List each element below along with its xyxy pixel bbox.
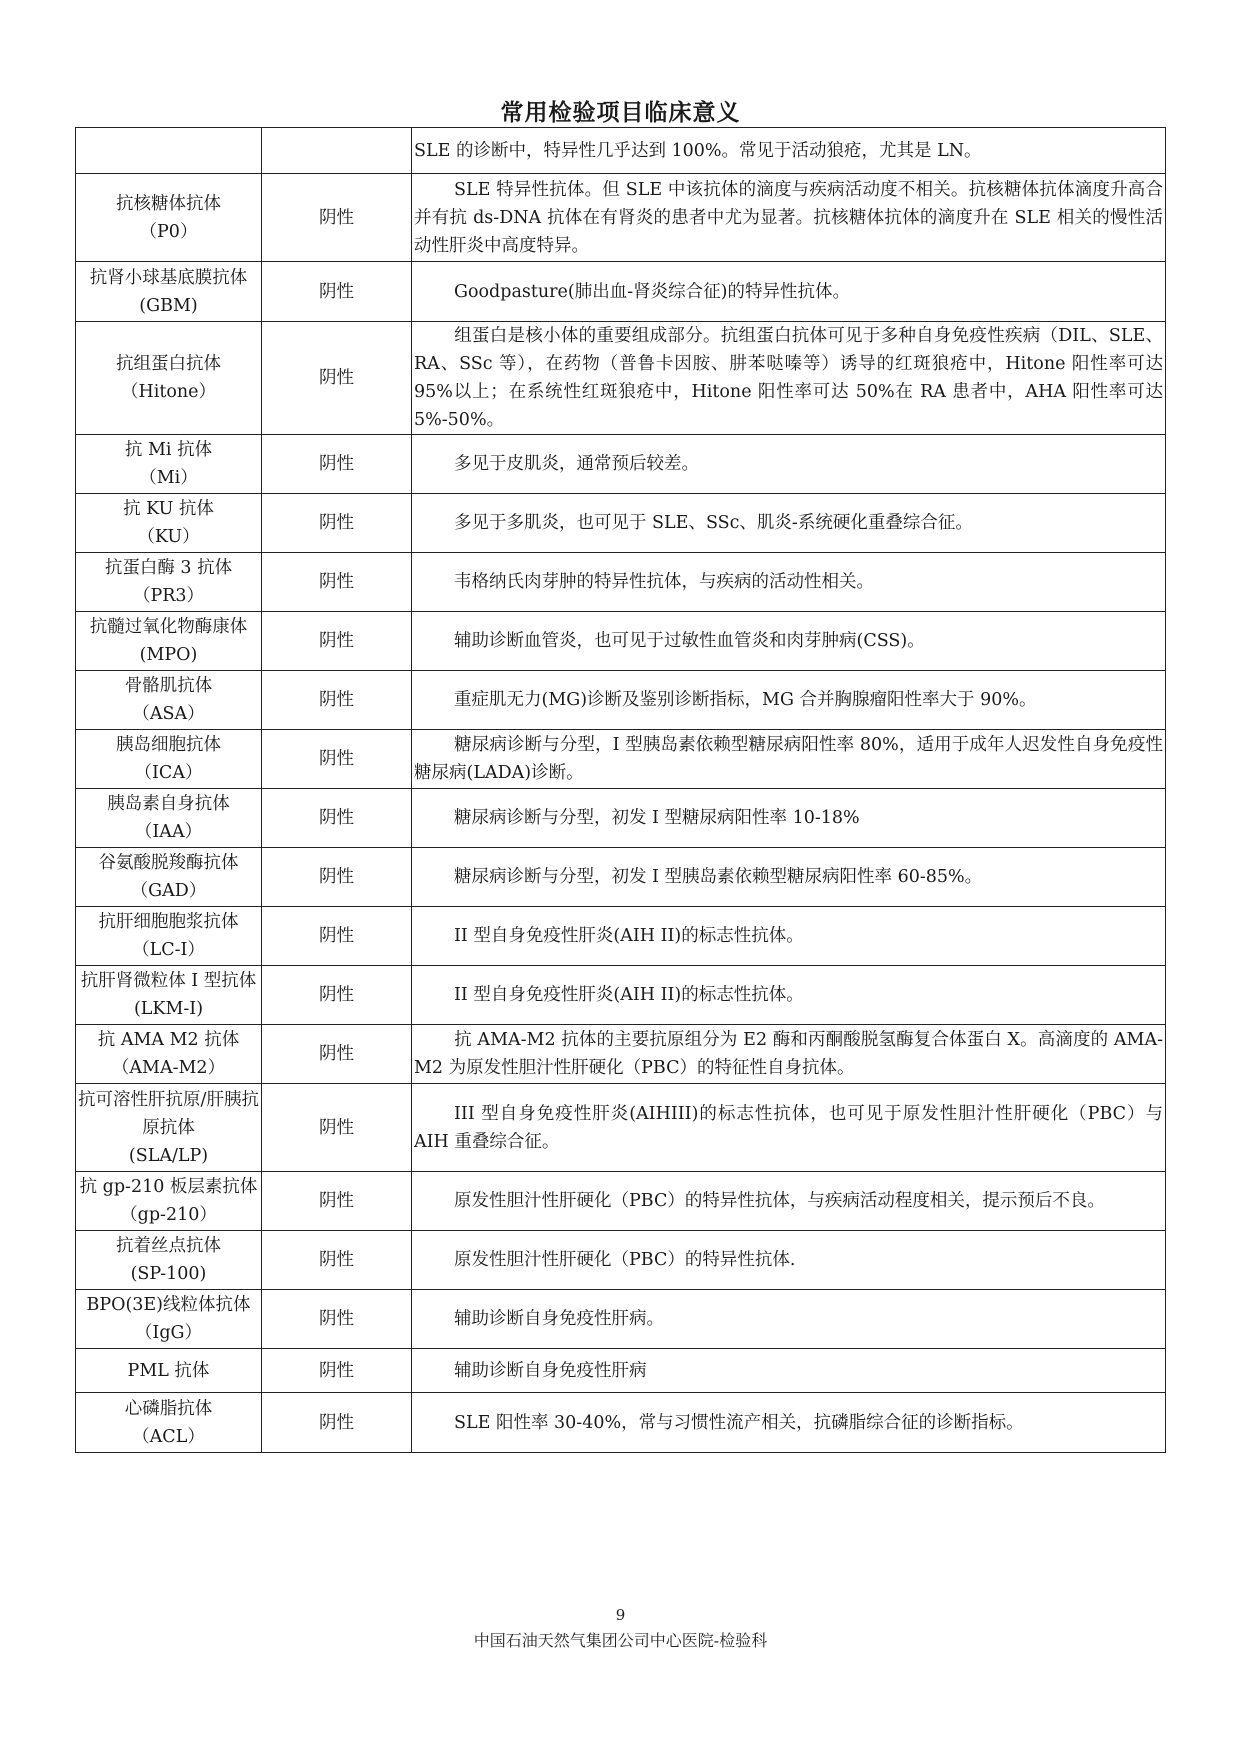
clinical-significance-cell <box>412 1084 1166 1172</box>
table-row <box>76 671 1166 730</box>
test-name-cell: 抗肾小球基底膜抗体(GBM) <box>76 262 262 322</box>
clinical-significance-cell <box>412 435 1166 494</box>
table-row <box>76 907 1166 966</box>
test-name-cell: 抗 gp-210 板层素抗体（gp-210） <box>76 1172 262 1231</box>
clinical-significance-text: 韦格纳氏肉芽肿的特异性抗体，与疾病的活动性相关。 <box>454 572 874 592</box>
table-row <box>76 128 1166 174</box>
clinical-significance-text: 糖尿病诊断与分型，I 型胰岛素依赖型糖尿病阳性率 80%，适用于成年人迟发性自身免疫性糖尿病(LADA)诊断。 <box>414 735 1163 783</box>
table-row <box>76 966 1166 1025</box>
clinical-significance-text: 多见于皮肌炎，通常预后较差。 <box>454 454 699 474</box>
table-row <box>76 848 1166 907</box>
test-name-cell: 谷氨酸脱羧酶抗体 （GAD） <box>76 848 262 907</box>
table-row <box>76 1349 1166 1393</box>
table-row <box>76 1172 1166 1231</box>
test-name-cell: 骨骼肌抗体 （ASA） <box>76 671 262 730</box>
clinical-significance-cell <box>412 907 1166 966</box>
clinical-significance-cell <box>412 1025 1166 1084</box>
organization-footer: 中国石油天然气集团公司中心医院-检验科 <box>473 1631 768 1650</box>
reference-value-cell: 阴性 <box>262 730 412 789</box>
clinical-significance-text: 辅助诊断自身免疫性肝病。 <box>454 1309 664 1329</box>
clinical-significance-text: 原发性胆汁性肝硬化（PBC）的特异性抗体，与疾病活动程度相关，提示预后不良。 <box>454 1191 1105 1211</box>
table-row <box>76 322 1166 435</box>
clinical-significance-text: SLE 特异性抗体。但 SLE 中该抗体的滴度与疾病活动度不相关。抗核糖体抗体滴度升高合并有抗 ds-DNA 抗体在有肾炎的患者中尤为显著。抗核糖体抗体的滴度升在 SLE 相关的慢性活动性肝炎中高度特异。 <box>414 179 1163 256</box>
clinical-significance-cell <box>412 494 1166 553</box>
table-row <box>76 1025 1166 1084</box>
test-name-cell: 抗蛋白酶 3 抗体 （PR3） <box>76 553 262 612</box>
test-table <box>75 127 1166 1453</box>
clinical-significance-text: 抗 AMA-M2 抗体的主要抗原组分为 E2 酶和丙酮酸脱氢酶复合体蛋白 X。高滴度的 AMA-M2 为原发性胆汁性肝硬化（PBC）的特征性自身抗体。 <box>414 1030 1163 1078</box>
reference-value-cell: 阴性 <box>262 789 412 848</box>
reference-value-cell: 阴性 <box>262 262 412 322</box>
reference-value-cell: 阴性 <box>262 848 412 907</box>
clinical-significance-text: 原发性胆汁性肝硬化（PBC）的特异性抗体. <box>454 1250 796 1270</box>
test-name-cell: 抗肝肾微粒体 I 型抗体(LKM-I) <box>76 966 262 1025</box>
table-row <box>76 1393 1166 1453</box>
reference-value-cell: 阴性 <box>262 612 412 671</box>
reference-value-cell: 阴性 <box>262 174 412 262</box>
reference-value-cell: 阴性 <box>262 1172 412 1231</box>
clinical-significance-text: 重症肌无力(MG)诊断及鉴别诊断指标，MG 合并胸腺瘤阳性率大于 90%。 <box>454 690 1037 710</box>
test-name-cell: 抗核糖体抗体 （P0） <box>76 174 262 262</box>
clinical-significance-cell <box>412 262 1166 322</box>
test-name-cell: 抗肝细胞胞浆抗体 （LC-I） <box>76 907 262 966</box>
clinical-significance-text: II 型自身免疫性肝炎(AIH II)的标志性抗体。 <box>454 926 804 946</box>
table-row <box>76 435 1166 494</box>
test-name-cell: 抗 AMA M2 抗体 （AMA-M2） <box>76 1025 262 1084</box>
page-number: 9 <box>615 1606 626 1624</box>
table-row <box>76 789 1166 848</box>
test-name-cell: 抗可溶性肝抗原/肝胰抗原抗体 (SLA/LP) <box>76 1084 262 1172</box>
table-row <box>76 262 1166 322</box>
clinical-significance-cell <box>412 1172 1166 1231</box>
reference-value-cell: 阴性 <box>262 1349 412 1393</box>
test-name-cell: BPO(3E)线粒体抗体（IgG） <box>76 1290 262 1349</box>
clinical-significance-cell <box>412 322 1166 435</box>
clinical-significance-text: 组蛋白是核小体的重要组成部分。抗组蛋白抗体可见于多种自身免疫性疾病（DIL、SLE、RA、SSc 等），在药物（普鲁卡因胺、肼苯哒嗪等）诱导的红斑狼疮中，Hitone 阳性率可达 95%以上；在系统性红斑狼疮中，Hitone 阳性率可达 50%在 RA 患者中，AHA 阳性率可达 5%-50%。 <box>414 326 1163 430</box>
table-row <box>76 1231 1166 1290</box>
clinical-significance-text: 糖尿病诊断与分型，初发 I 型胰岛素依赖型糖尿病阳性率 60-85%。 <box>454 867 983 887</box>
table-body <box>76 128 1166 1453</box>
clinical-significance-text: 糖尿病诊断与分型，初发 I 型糖尿病阳性率 10-18% <box>454 808 860 828</box>
clinical-significance-cell <box>412 174 1166 262</box>
reference-value-cell: 阴性 <box>262 671 412 730</box>
test-name-cell: 抗着丝点抗体 (SP-100) <box>76 1231 262 1290</box>
reference-value-cell: 阴性 <box>262 553 412 612</box>
clinical-significance-cell <box>412 671 1166 730</box>
clinical-significance-text: II 型自身免疫性肝炎(AIH II)的标志性抗体。 <box>454 985 804 1005</box>
test-name-cell: PML 抗体 <box>76 1349 262 1393</box>
clinical-significance-cell <box>412 1393 1166 1453</box>
test-name-cell: 胰岛细胞抗体 （ICA） <box>76 730 262 789</box>
clinical-significance-cell <box>412 1349 1166 1393</box>
clinical-significance-cell <box>412 128 1166 174</box>
table-row <box>76 494 1166 553</box>
reference-value-cell: 阴性 <box>262 494 412 553</box>
clinical-significance-text: 多见于多肌炎，也可见于 SLE、SSc、肌炎-系统硬化重叠综合征。 <box>454 513 973 533</box>
reference-value-cell: 阴性 <box>262 435 412 494</box>
clinical-significance-cell <box>412 553 1166 612</box>
test-name-cell: 胰岛素自身抗体 （IAA） <box>76 789 262 848</box>
table-row <box>76 612 1166 671</box>
table-row <box>76 730 1166 789</box>
reference-value-cell: 阴性 <box>262 1393 412 1453</box>
test-name-cell: 心磷脂抗体 （ACL） <box>76 1393 262 1453</box>
test-name-cell: 抗组蛋白抗体 （Hitone） <box>76 322 262 435</box>
clinical-significance-cell <box>412 1231 1166 1290</box>
test-name-cell: 抗 Mi 抗体 （Mi） <box>76 435 262 494</box>
clinical-significance-cell <box>412 966 1166 1025</box>
table-row <box>76 1084 1166 1172</box>
reference-value-cell <box>262 128 412 174</box>
clinical-significance-cell <box>412 848 1166 907</box>
page-title: 常用检验项目临床意义 <box>500 100 741 126</box>
test-name-cell: 抗髓过氧化物酶康体(MPO) <box>76 612 262 671</box>
clinical-significance-text: SLE 阳性率 30-40%，常与习惯性流产相关，抗磷脂综合征的诊断指标。 <box>454 1412 1024 1433</box>
clinical-significance-text: Goodpasture(肺出血-肾炎综合征)的特异性抗体。 <box>454 281 850 302</box>
clinical-significance-text: SLE 的诊断中，特异性几乎达到 100%。常见于活动狼疮，尤其是 LN。 <box>414 140 982 161</box>
clinical-significance-cell <box>412 730 1166 789</box>
clinical-significance-text: 辅助诊断血管炎，也可见于过敏性血管炎和肉芽肿病(CSS)。 <box>454 631 925 651</box>
clinical-significance-text: 辅助诊断自身免疫性肝病 <box>454 1360 647 1381</box>
table-row <box>76 553 1166 612</box>
table-row <box>76 174 1166 262</box>
reference-value-cell: 阴性 <box>262 966 412 1025</box>
clinical-significance-text: III 型自身免疫性肝炎(AIHIII)的标志性抗体，也可见于原发性胆汁性肝硬化（PBC）与 AIH 重叠综合征。 <box>414 1103 1163 1152</box>
reference-value-cell: 阴性 <box>262 907 412 966</box>
clinical-significance-cell <box>412 1290 1166 1349</box>
reference-value-cell: 阴性 <box>262 1084 412 1172</box>
reference-value-cell: 阴性 <box>262 1231 412 1290</box>
reference-value-cell: 阴性 <box>262 1025 412 1084</box>
table-row <box>76 1290 1166 1349</box>
clinical-significance-cell <box>412 612 1166 671</box>
reference-value-cell: 阴性 <box>262 322 412 435</box>
test-name-cell: 抗 KU 抗体 （KU） <box>76 494 262 553</box>
reference-value-cell: 阴性 <box>262 1290 412 1349</box>
clinical-significance-cell <box>412 789 1166 848</box>
test-name-cell <box>76 128 262 174</box>
